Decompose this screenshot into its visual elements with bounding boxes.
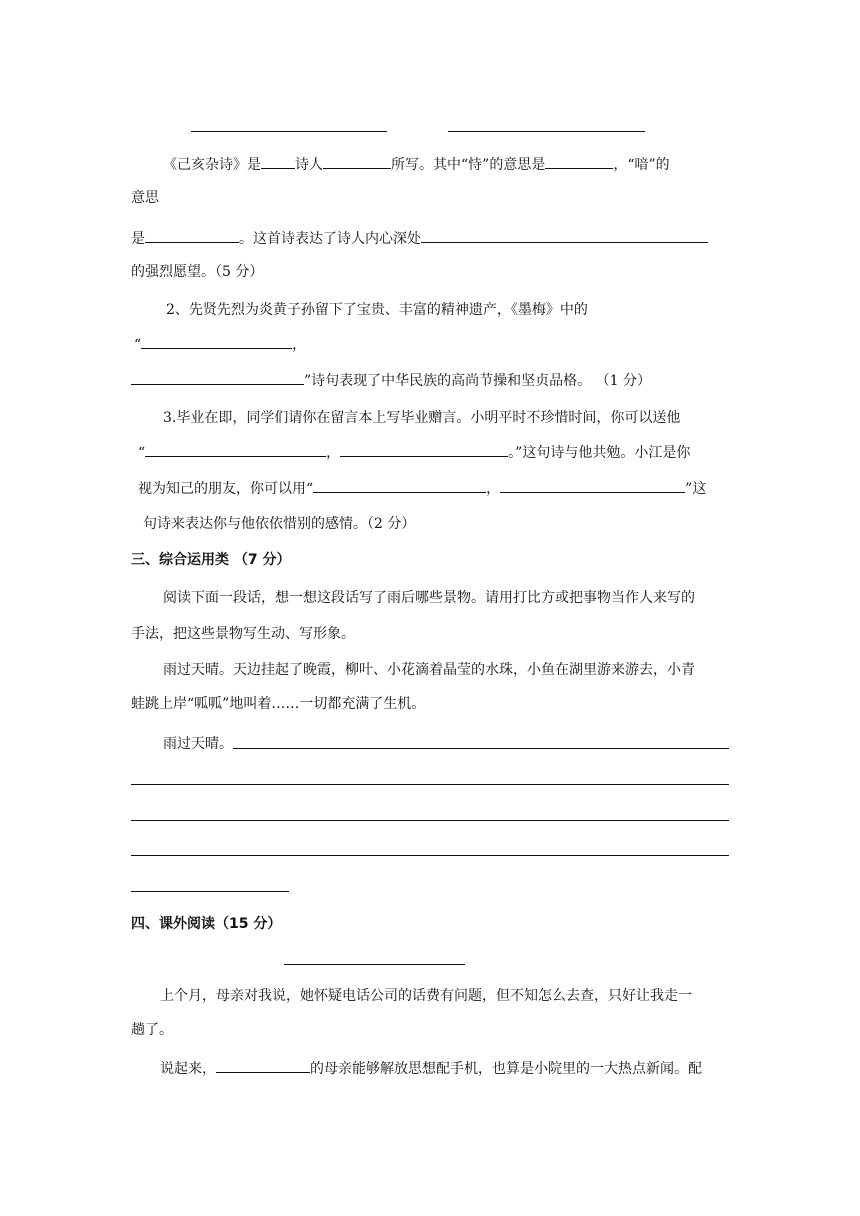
text-segment: 诗人 <box>295 157 323 173</box>
text-segment: 意思 <box>131 190 159 206</box>
comma: ， <box>326 445 341 461</box>
text-segment: 。这首诗表达了诗人内心深处 <box>239 231 421 247</box>
comma: ， <box>292 337 307 353</box>
text-segment: 所写。其中“恃”的意思是 <box>391 157 546 173</box>
blank-shi-meaning[interactable] <box>545 154 613 169</box>
quote-mark: “ <box>138 445 146 461</box>
blank-mo-mei-2[interactable] <box>131 370 304 385</box>
answer-line-3[interactable] <box>131 820 729 821</box>
poem-question-line-2 <box>131 188 159 208</box>
text-segment: 的母亲能够解放思想配手机，也算是小院里的一大热点新闻。配 <box>310 1061 702 1077</box>
blank-friend-poem-2[interactable] <box>500 478 685 493</box>
poem-question-line-4 <box>131 262 263 282</box>
text-segment: 句诗来表达你与他依依惜别的感情。（2 分） <box>143 516 416 532</box>
answer-line-2[interactable] <box>131 784 729 785</box>
section-4-title: 四、课外阅读（15 分） <box>131 916 282 932</box>
text-segment: 是 <box>131 231 145 247</box>
poem-question-line-1 <box>163 154 670 175</box>
text-segment: 。”这句诗与他共勉。小江是你 <box>508 445 691 461</box>
section-4-passage-line-2: 趟了。 <box>131 1022 173 1038</box>
blank-yin-meaning[interactable] <box>145 228 239 243</box>
comma: ， <box>486 481 501 497</box>
section-3-passage-line-1: 雨过天晴。天边挂起了晚霞，柳叶、小花滴着晶莹的水珠，小鱼在湖里游来游去，小青 <box>163 662 695 678</box>
text-segment: 视为知己的朋友，你可以用“ <box>138 481 314 497</box>
answer-line-1[interactable] <box>233 748 729 749</box>
question-3-line-3 <box>138 478 706 499</box>
text-segment: 说起来， <box>160 1061 216 1077</box>
answer-line-top-left[interactable] <box>191 131 387 132</box>
text-segment: ，“喑”的 <box>613 157 670 173</box>
text-segment: ”这 <box>685 481 707 497</box>
answer-line-top-right[interactable] <box>448 131 645 132</box>
question-3-line-2 <box>138 442 690 463</box>
answer-line-4[interactable] <box>131 855 729 856</box>
passage-title-blank[interactable] <box>284 964 465 965</box>
text-segment: 雨过天晴。 <box>163 736 233 752</box>
blank-wish[interactable] <box>421 228 708 243</box>
text-segment: 3.毕业在即，同学们请你在留言本上写毕业赠言。小明平时不珍惜时间，你可以送他 <box>163 410 681 426</box>
blank-mo-mei-1[interactable] <box>141 334 292 349</box>
section-3-passage-line-2: 蛙跳上岸“呱呱”地叫着……一切都充满了生机。 <box>131 696 426 712</box>
question-2-line-2 <box>134 334 306 355</box>
text-segment: ”诗句表现了中华民族的高尚节操和坚贞品格。 （1 分） <box>304 373 651 389</box>
question-3-line-1 <box>163 408 680 428</box>
answer-line-5[interactable] <box>131 891 289 892</box>
section-4-passage-line-3 <box>160 1058 702 1079</box>
blank-friend-poem-1[interactable] <box>313 478 486 493</box>
text-segment: 2、先贤先烈为炎黄子孙留下了宝贵、丰富的精神遗产，《墨梅》中的 <box>166 302 588 318</box>
section-3-title: 三、综合运用类 （7 分） <box>131 552 291 568</box>
question-2-line-1 <box>166 300 588 320</box>
blank-time-poem-1[interactable] <box>145 442 326 457</box>
blank-age[interactable] <box>216 1058 310 1073</box>
blank-dynasty[interactable] <box>261 154 295 169</box>
poem-question-line-3 <box>131 228 708 249</box>
text-segment: 《己亥杂诗》是 <box>163 157 261 173</box>
blank-time-poem-2[interactable] <box>340 442 508 457</box>
blank-poet[interactable] <box>323 154 391 169</box>
section-4-passage-line-1: 上个月，母亲对我说，她怀疑电话公司的话费有问题，但不知怎么去查，只好让我走一 <box>160 988 692 1004</box>
section-3-instruction-line-2: 手法，把这些景物写生动、写形象。 <box>131 626 355 642</box>
section-3-instruction-line-1: 阅读下面一段话，想一想这段话写了雨后哪些景物。请用打比方或把事物当作人来写的 <box>163 590 695 606</box>
text-segment: 的强烈愿望。（5 分） <box>131 264 264 280</box>
question-3-line-4 <box>143 514 415 534</box>
quote-mark: “ <box>134 337 142 353</box>
section-3-answer-lead <box>163 734 233 754</box>
question-2-line-3 <box>131 370 651 391</box>
